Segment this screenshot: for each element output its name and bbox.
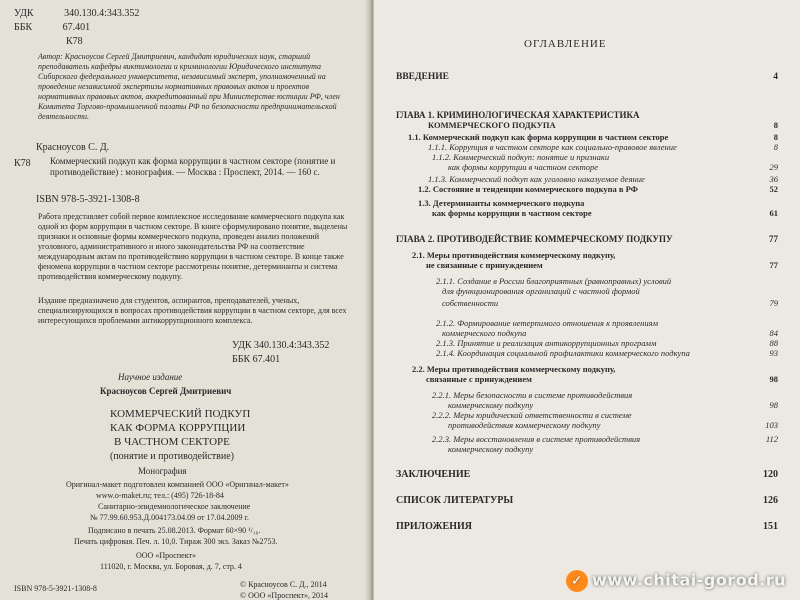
toc-entry [396,260,778,270]
toc-entry [396,72,778,82]
toc-entry-page: 4 [773,72,778,82]
toc-entry-title: КОММЕРЧЕСКОГО ПОДКУПА [428,120,556,130]
toc-entry-page: 88 [769,338,778,348]
toc-entry-title: 1.2. Состояние и тенденции коммерческого подкупа в РФ [418,184,638,194]
toc-entry-title: ВВЕДЕНИЕ [396,72,449,82]
toc-entry [396,184,778,194]
copyright-publisher: © ООО «Проспект», 2014 [240,591,329,600]
audience-note: Издание предназначено для студентов, аспирантов, преподавателей, ученых, специализирующихся в вопросах противодействия коррупции в частном секторе, для всех интересующихся проблемами антикоррупционного комплекса. [38,296,347,325]
imprint-8: 111020, г. Москва, ул. Боровая, д. 7, стр. 4 [100,562,242,571]
k78-code: К78 [66,36,83,47]
toc-entry-page: 8 [773,142,778,152]
toc-entry-page: 120 [763,469,778,480]
toc-entry-title: 2.1.1. Создание в России благоприятных (равноправных) условий [436,276,672,286]
toc-entry-page: 98 [769,374,778,384]
toc-entry-title: 2.2. Меры противодействия коммерческому подкупу, [412,364,616,374]
toc-entry [396,434,778,444]
toc-entry [396,410,778,420]
author-fullname: Красноусов Сергей Дмитриевич [100,386,232,396]
toc-entry-title: 2.1.3. Принятие и реализация антикоррупционных программ [436,338,657,348]
imprint-4: № 77.99.60.953.Д.004173.04.09 от 17.04.2009 г. [90,513,249,522]
toc-entry [396,348,778,358]
genre: Монография [138,466,187,476]
toc-entry-title: не связанные с принуждением [426,260,543,270]
author-bio: Автор: Красноусов Сергей Дмитриевич, кандидат юридических наук, старший преподаватель кафедры виктимологии и криминологии Юридического института Сибирского федерального университета, независимый эксперт, уполномоченный на проведение независимой экспертизы нормативных правовых актов и проектов нормативных правовых актов, аккредитованный при Министерстве юстиции РФ, член Комитета Торгово-промышленной палаты РФ по безопасности предпринимательской деятельности. [38,52,340,121]
toc-entry [396,522,778,532]
toc-entry [396,110,778,120]
toc-entry [396,444,778,454]
toc-entry-title: 2.1. Меры противодействия коммерческому подкупу, [412,250,616,260]
toc-entry-title: коммерческому подкупу [448,400,534,410]
udk-value: 340.130.4:343.352 [64,8,140,19]
toc-entry [396,250,778,260]
toc-entry-title: 1.3. Детерминанты коммерческого подкупа [418,198,585,208]
toc-entry-title: связанные с принуждением [426,374,532,384]
toc-entry-page: 93 [769,348,778,358]
udk-repeat: УДК 340.130.4:343.352 [232,340,330,351]
toc-entry [396,298,778,308]
title-line-1: КОММЕРЧЕСКИЙ ПОДКУП [110,408,251,420]
toc-entry-title: 1.1. Коммерческий подкуп как форма коррупции в частном секторе [408,132,669,142]
toc-entry [396,234,778,244]
toc-entry-title: ГЛАВА 2. ПРОТИВОДЕЙСТВИЕ КОММЕРЧЕСКОМУ ПОДКУПУ [396,234,673,244]
toc-entry-title: 1.1.2. Коммерческий подкуп: понятие и признаки [432,152,610,162]
watermark-text: www.chitai-gorod.ru [592,570,786,590]
left-page [0,0,372,600]
toc-entry [396,142,778,152]
imprint-6: Печать цифровая. Печ. л. 10,0. Тираж 300 экз. Заказ №2753. [74,537,278,546]
bbk-label: ББК [14,22,33,33]
toc-entry-title: 2.2.1. Меры безопасности в системе противодействия [432,390,633,400]
subtitle: (понятие и противодействие) [110,451,234,462]
scientific-edition: Научное издание [118,372,183,382]
imprint-7: ООО «Проспект» [136,551,196,560]
title-line-2: КАК ФОРМА КОРРУПЦИИ [110,422,246,434]
toc-entry [396,286,778,296]
toc-entry-title: 1.1.3. Коммерческий подкуп как уголовно наказуемое деяние [428,174,645,184]
toc-entry [396,318,778,328]
toc-entry [396,338,778,348]
k78-side: К78 [14,158,31,169]
toc-entry-page: 112 [765,434,778,444]
toc-entry [396,374,778,384]
toc-entry-title: как формы коррупции в частном секторе [432,208,592,218]
toc-entry-title: коммерческого подкупа [442,328,527,338]
author-name: Красноусов С. Д. [36,142,110,153]
toc-entry [396,420,778,430]
toc-entry [396,120,778,130]
toc-entry-page: 103 [765,420,778,430]
toc-entry-page: 8 [773,132,778,142]
toc-entry-page: 29 [769,162,778,172]
watermark-logo-icon: ✓ [566,570,588,592]
annotation: Работа представляет собой первое комплексное исследование коммерческого подкупа как одной из форм коррупции в частном секторе. В книге сформулировано понятие, выделены признаки и основные формы коммерческого подкупа, проведен анализ положений уголовного, административного и иного законодательства РФ на соответствие международным актам по противодействию коррупции в частном секторе. В конце также феномена коррупции в частном секторе рассмотрены понятие, детерминанты и система противодействия коммерческому подкупу. [38,212,348,281]
toc-entry-page: 126 [763,495,778,506]
toc-entry [396,470,778,480]
toc-entry-page: 77 [769,260,778,270]
toc-heading: ОГЛАВЛЕНИЕ [524,38,607,50]
isbn-bottom: ISBN 978-5-3921-1308-8 [14,584,97,593]
toc-entry [396,328,778,338]
toc-entry-title: для функционирования организаций с частной формой [442,286,640,296]
toc-entry-page: 8 [773,120,778,130]
toc-entry-title: 2.1.4. Координация социальной профилактики коммерческого подкупа [436,348,690,358]
toc-entry-title: как формы коррупции в частном секторе [448,162,599,172]
toc-entry-title: 2.2.2. Меры юридической ответственности в системе [432,410,632,420]
isbn: ISBN 978-5-3921-1308-8 [36,194,140,205]
toc-entry-page: 36 [769,174,778,184]
udk-line [14,8,139,19]
toc-entry [396,174,778,184]
toc-entry-title: ГЛАВА 1. КРИМИНОЛОГИЧЕСКАЯ ХАРАКТЕРИСТИКА [396,110,640,120]
toc-entry [396,276,778,286]
toc-entry [396,162,778,172]
toc-entry-page: 151 [763,521,778,532]
toc-entry-title: собственности [442,298,499,308]
toc-entry-title: ЗАКЛЮЧЕНИЕ [396,469,471,480]
toc-entry-page: 61 [769,208,778,218]
toc-entry-title: СПИСОК ЛИТЕРАТУРЫ [396,495,514,506]
bbk-line [14,22,90,33]
toc-entry [396,132,778,142]
toc-entry [396,198,778,208]
book-description: Коммерческий подкуп как форма коррупции в частном секторе (понятие и противодействие) : монография. — Москва : Проспект, 2014. — 160 с. [50,156,336,177]
toc-entry-title: противодействия коммерческому подкупу [448,420,601,430]
toc-entry [396,400,778,410]
toc-entry-page: 98 [769,400,778,410]
toc-entry [396,364,778,374]
toc-entry-title: ПРИЛОЖЕНИЯ [396,521,472,532]
toc-entry-page: 84 [769,328,778,338]
toc-entry [396,390,778,400]
toc-entry-title: 2.2.3. Меры восстановления в системе противодействия [432,434,641,444]
toc-entry-page: 52 [769,184,778,194]
watermark [566,570,786,592]
right-page [374,0,800,600]
bbk-repeat: ББК 67.401 [232,354,281,365]
imprint-2: www.o-maket.ru; тел.: (495) 726-18-84 [96,491,224,500]
toc-entry-page: 79 [769,298,778,308]
copyright-author: © Красноусов С. Д., 2014 [240,580,327,589]
udk-label: УДК [14,8,34,19]
title-line-3: В ЧАСТНОМ СЕКТОРЕ [114,436,230,448]
imprint-1: Оригинал-макет подготовлен компанией ООО «Оригинал-макет» [66,480,289,489]
toc-entry [396,496,778,506]
toc-entry [396,208,778,218]
imprint-5: Подписано в печать 25.08.2013. Формат 60×90 ¹/₁₆. [88,526,261,535]
toc-entry [396,152,778,162]
toc-entry-title: коммерческому подкупу [448,444,534,454]
toc-entry-title: 2.1.2. Формирование нетерпимого отношения к проявлениям [436,318,658,328]
bbk-value: 67.401 [62,22,91,33]
toc-entry-title: 1.1.1. Коррупция в частном секторе как социально-правовое явление [428,142,677,152]
toc-entry-page: 77 [769,234,778,244]
imprint-3: Санитарно-эпидемиологическое заключение [98,502,251,511]
